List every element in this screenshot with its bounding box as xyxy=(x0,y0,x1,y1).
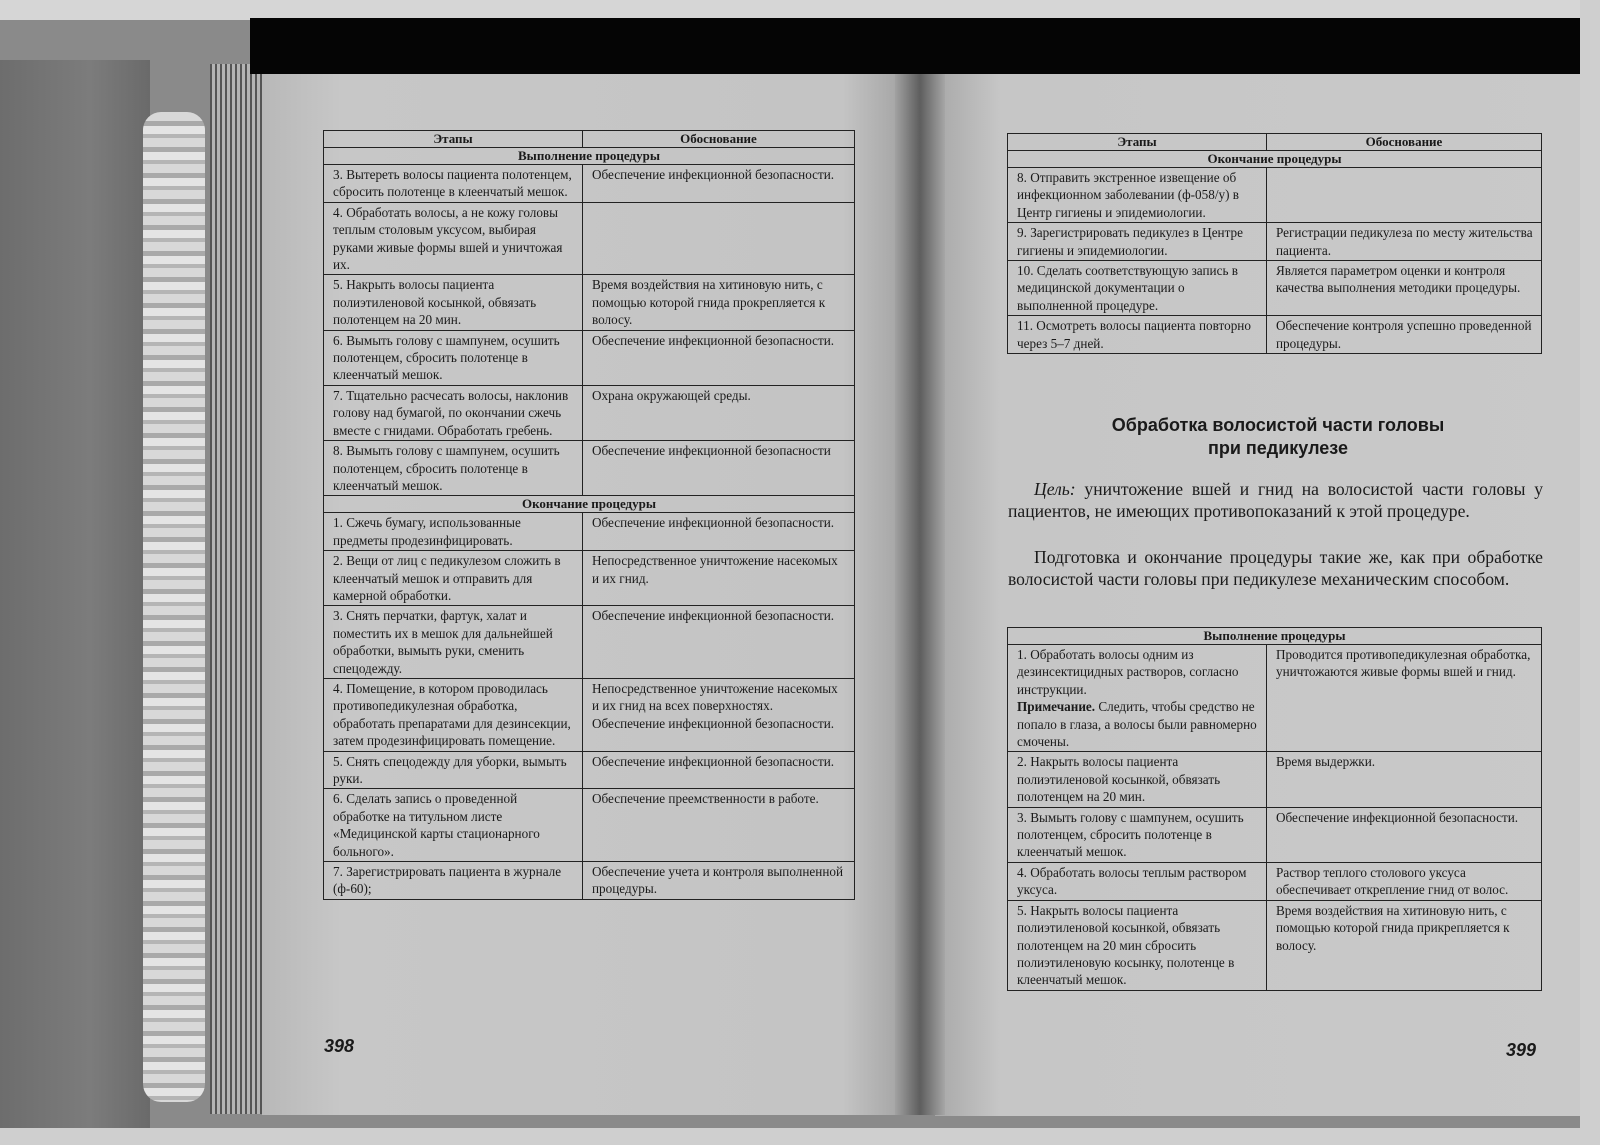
step-cell: 9. Зарегистрировать педикулез в Центре гигиены и эпидемиологии. xyxy=(1008,223,1267,261)
note-text: Следить, чтобы средство не попало в глаза, а волосы были равномерно смочены. xyxy=(1017,699,1257,750)
table-row xyxy=(1008,645,1542,752)
reason-cell: Обеспечение инфекционной безопасности. xyxy=(1267,807,1542,862)
scan-shadow-band xyxy=(250,18,1580,74)
section-end-title: Окончание процедуры xyxy=(1008,151,1542,168)
table-row xyxy=(1008,900,1542,990)
right-procedure-execution-table xyxy=(1007,627,1542,991)
book-cover-edge xyxy=(0,60,150,1130)
reason-cell: Непосредственное уничтожение насекомых и их гнид. xyxy=(583,551,855,606)
step-cell: 7. Зарегистрировать пациента в журнале (ф-60); xyxy=(324,862,583,900)
table-row xyxy=(1008,168,1542,223)
table-row xyxy=(324,862,855,900)
goal-label: Цель: xyxy=(1034,479,1076,499)
table-row xyxy=(1008,223,1542,261)
goal-text: уничтожение вшей и гнид на волосистой части головы у пациентов, не имеющих противопоказаний к этой процедуре. xyxy=(1008,479,1543,521)
reason-cell: Время воздействия на хитиновую нить, с помощью которой гнида прикрепляется к волосу. xyxy=(1267,900,1542,990)
left-page-number: 398 xyxy=(324,1036,355,1056)
step-cell: 2. Накрыть волосы пациента полиэтиленовой косынкой, обвязать полотенцем на 20 мин. xyxy=(1008,752,1267,807)
reason-cell: Обеспечение преемственности в работе. xyxy=(583,789,855,862)
table-header-row xyxy=(324,131,855,148)
table-row xyxy=(1008,862,1542,900)
scan-background-right xyxy=(1580,0,1600,1145)
section-heading-line1: Обработка волосистой части головы xyxy=(1111,415,1445,435)
table-row xyxy=(324,513,855,551)
table-row xyxy=(324,275,855,330)
step-cell: 3. Вымыть голову с шампунем, осушить полотенцем, сбросить полотенце в клеенчатый мешок. xyxy=(1008,807,1267,862)
reason-cell: Обеспечение инфекционной безопасности. xyxy=(583,606,855,679)
step-cell: 8. Вымыть голову с шампунем, осушить полотенцем, сбросить полотенце в клеенчатый мешок. xyxy=(324,441,583,496)
step-text: 1. Обработать волосы одним из дезинсектицидных растворов, согласно инструкции. xyxy=(1017,647,1239,697)
step-cell: 4. Обработать волосы, а не кожу головы теплым столовым уксусом, выбирая руками живые формы вшей и уничтожая их. xyxy=(324,202,583,275)
step-cell: 6. Сделать запись о проведенной обработке на титульном листе «Медицинской карты стационарного больного». xyxy=(324,789,583,862)
step-cell: 5. Накрыть волосы пациента полиэтиленовой косынкой, обвязать полотенцем на 20 мин сбросить полиэтиленовую косынку, полотенце в клеенчатый мешок. xyxy=(1008,900,1267,990)
section-execution-title: Выполнение процедуры xyxy=(1008,628,1542,645)
reason-cell: Обеспечение инфекционной безопасности. xyxy=(583,330,855,385)
table-row xyxy=(324,202,855,275)
section-row xyxy=(1008,151,1542,168)
table-row xyxy=(324,606,855,679)
book-gutter xyxy=(895,60,945,1115)
reason-cell: Время воздействия на хитиновую нить, с помощью которой гнида прокрепляется к волосу. xyxy=(583,275,855,330)
table-row xyxy=(324,751,855,789)
table-row xyxy=(324,678,855,751)
step-cell: 10. Сделать соответствующую запись в медицинской документации о выполненной процедуре. xyxy=(1008,261,1267,316)
step-cell: 2. Вещи от лиц с педикулезом сложить в клеенчатый мешок и отправить для камерной обработки. xyxy=(324,551,583,606)
reason-cell: Обеспечение учета и контроля выполненной процедуры. xyxy=(583,862,855,900)
step-cell: 11. Осмотреть волосы пациента повторно через 5–7 дней. xyxy=(1008,316,1267,354)
reason-cell: Регистрации педикулеза по месту жительства пациента. xyxy=(1267,223,1542,261)
table-row xyxy=(1008,316,1542,354)
reason-cell: Проводится противопедикулезная обработка, уничтожаются живые формы вшей и гнид. xyxy=(1267,645,1542,752)
step-cell: 3. Снять перчатки, фартук, халат и поместить их в мешок для дальнейшей обработки, вымыть руки, сменить спецодежду. xyxy=(324,606,583,679)
table-row xyxy=(324,789,855,862)
table-row xyxy=(1008,752,1542,807)
right-page-number: 399 xyxy=(1506,1040,1537,1060)
step-cell: 6. Вымыть голову с шампунем, осушить полотенцем, сбросить полотенце в клеенчатый мешок. xyxy=(324,330,583,385)
reason-cell: Охрана окружающей среды. xyxy=(583,385,855,440)
step-cell xyxy=(1008,645,1267,752)
header-rationale: Обоснование xyxy=(583,131,855,148)
reason-cell xyxy=(583,202,855,275)
reason-cell: Обеспечение инфекционной безопасности xyxy=(583,441,855,496)
header-stages: Этапы xyxy=(324,131,583,148)
table-row xyxy=(1008,807,1542,862)
table-row xyxy=(1008,261,1542,316)
table-row xyxy=(324,330,855,385)
reason-cell: Обеспечение инфекционной безопасности. xyxy=(583,751,855,789)
reason-cell xyxy=(1267,168,1542,223)
table-row xyxy=(324,441,855,496)
reason-cell: Обеспечение контроля успешно проведенной процедуры. xyxy=(1267,316,1542,354)
left-procedure-table xyxy=(323,130,855,900)
step-cell: 4. Помещение, в котором проводилась противопедикулезная обработка, обработать препаратами для дезинсекции, затем продезинфицировать помещение. xyxy=(324,678,583,751)
page-edges xyxy=(210,64,270,1114)
step-cell: 5. Накрыть волосы пациента полиэтиленовой косынкой, обвязать полотенцем на 20 мин. xyxy=(324,275,583,330)
note-label: Примечание. xyxy=(1017,699,1096,715)
reason-cell: Время выдержки. xyxy=(1267,752,1542,807)
scan-background-top xyxy=(0,0,1600,20)
goal-paragraph xyxy=(1008,478,1543,522)
right-procedure-end-table xyxy=(1007,133,1542,354)
step-cell: 3. Вытереть волосы пациента полотенцем, сбросить полотенце в клеенчатый мешок. xyxy=(324,165,583,203)
section-execution-title: Выполнение процедуры xyxy=(324,148,855,165)
section-heading-line2: при педикулезе xyxy=(1207,438,1349,458)
reason-cell: Обеспечение инфекционной безопасности. xyxy=(583,165,855,203)
reason-cell: Раствор теплого столового уксуса обеспечивает открепление гнид от волос. xyxy=(1267,862,1542,900)
section-heading xyxy=(1014,414,1542,460)
step-cell: 7. Тщательно расчесать волосы, наклонив голову над бумагой, по окончании сжечь вместе с гнидами. Обработать гребень. xyxy=(324,385,583,440)
reason-cell: Является параметром оценки и контроля качества выполнения методики процедуры. xyxy=(1267,261,1542,316)
reason-cell: Непосредственное уничтожение насекомых и их гнид на всех поверхностях. Обеспечение инфекционной безопасности. xyxy=(583,678,855,751)
step-cell: 1. Сжечь бумагу, использованные предметы продезинфицировать. xyxy=(324,513,583,551)
section-end-title: Окончание процедуры xyxy=(324,496,855,513)
reason-cell: Обеспечение инфекционной безопасности. xyxy=(583,513,855,551)
book-spine-decoration xyxy=(143,112,205,1102)
step-cell: 4. Обработать волосы теплым раствором уксуса. xyxy=(1008,862,1267,900)
table-header-row xyxy=(1008,134,1542,151)
section-row xyxy=(324,496,855,513)
header-rationale: Обоснование xyxy=(1267,134,1542,151)
section-row xyxy=(1008,628,1542,645)
table-row xyxy=(324,385,855,440)
table-row xyxy=(324,165,855,203)
section-row xyxy=(324,148,855,165)
header-stages: Этапы xyxy=(1008,134,1267,151)
preparation-paragraph: Подготовка и окончание процедуры такие же, как при обработке волосистой части головы при педикулезе механическим способом. xyxy=(1008,547,1543,589)
step-cell: 8. Отправить экстренное извещение об инфекционном заболевании (ф-058/у) в Центр гигиены и эпидемиологии. xyxy=(1008,168,1267,223)
table-row xyxy=(324,551,855,606)
scan-background-bottom xyxy=(0,1128,1600,1145)
step-cell: 5. Снять спецодежду для уборки, вымыть руки. xyxy=(324,751,583,789)
